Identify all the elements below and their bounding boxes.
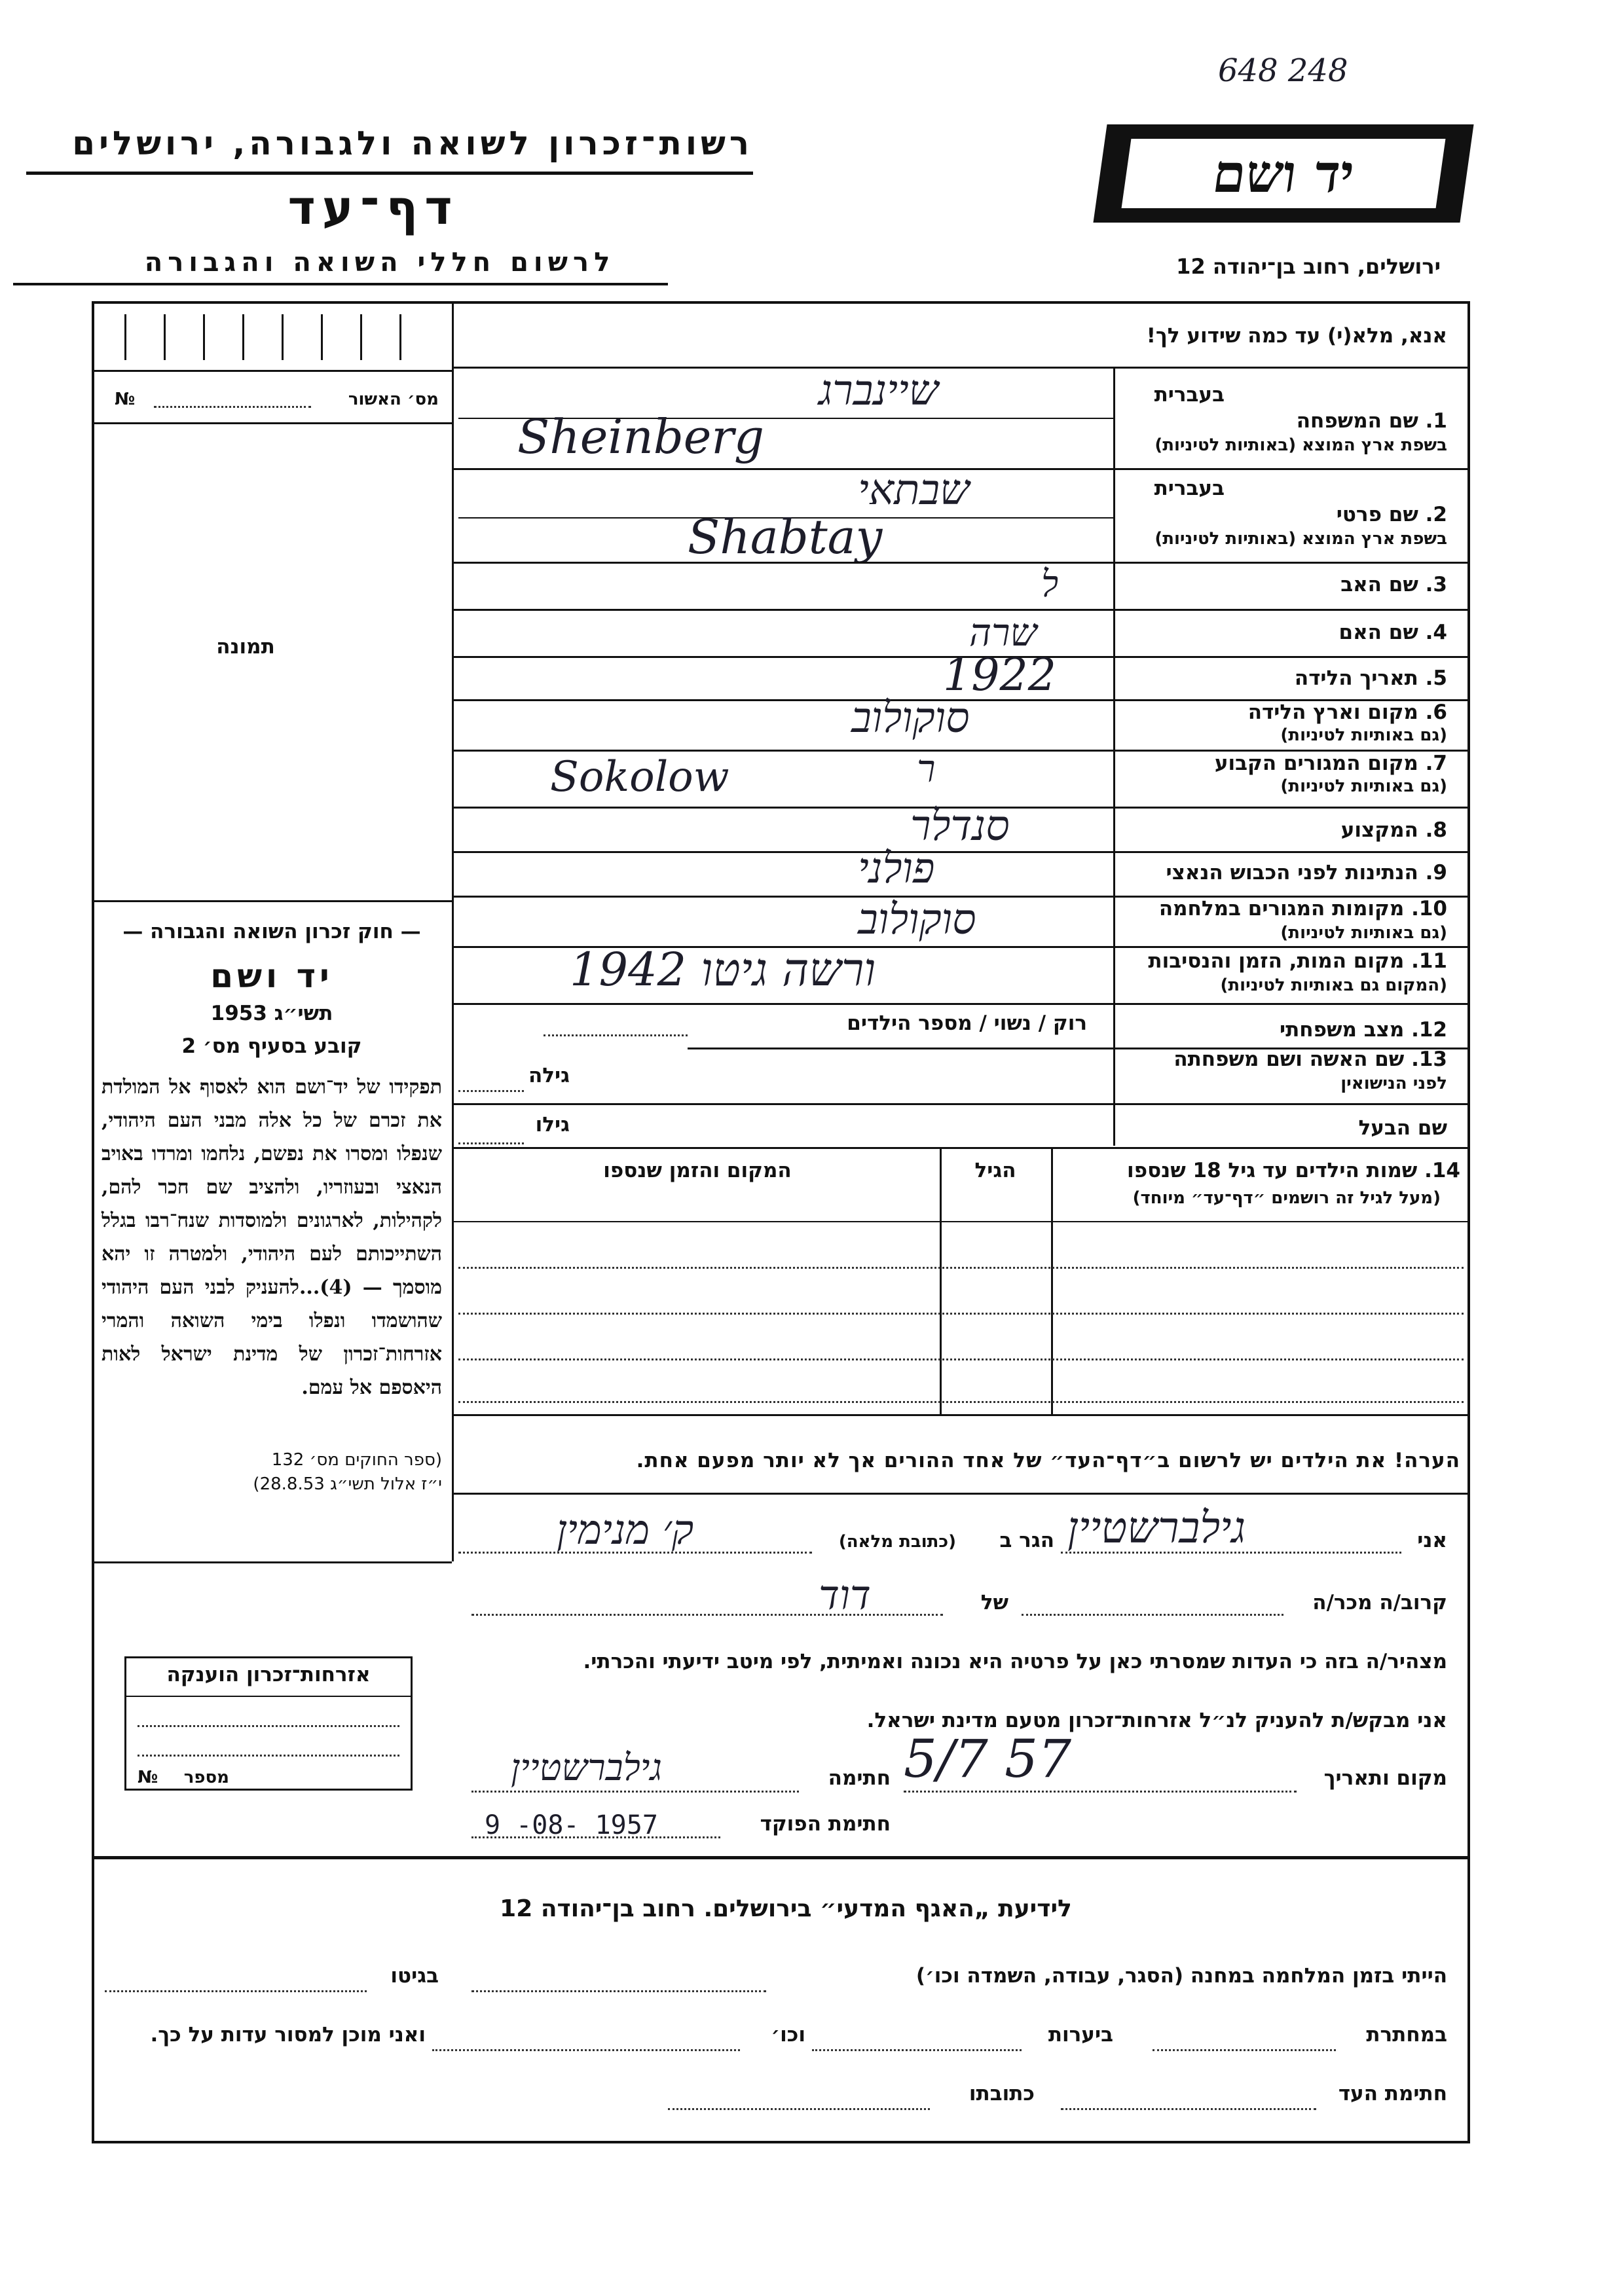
field-4-value[interactable]: שרה (969, 610, 1037, 655)
field-4-label: 4. שם האם (1338, 621, 1447, 644)
tally-marks (105, 314, 445, 367)
declare-text: מצהיר/ה בזה כי העדות שמסרתי כאן על פרטיה היא נכונה ואמיתית, לפי מיטב ידיעתי והכרתי. (583, 1650, 1447, 1673)
law-reference-2: י״ז אלול תשי״ג 28.8.53) (253, 1474, 442, 1494)
field-10-sub: (גם באותיות לטיניות) (1280, 923, 1447, 943)
field-8-value[interactable]: סנדלר (910, 802, 1010, 850)
bottom-title: לידיעת „האגף המדעי״ בירושלים. רחוב בן־יהודה 12 (500, 1895, 1072, 1922)
hebrew-label-2: בעברית (1154, 477, 1225, 500)
forests-label: ביערות (1048, 2023, 1113, 2047)
citizenship-title: אזרחות־זכרון הוענקה (166, 1663, 371, 1686)
address-hint: (כתובת מלאה) (838, 1532, 956, 1552)
field-1-label: 1. שם המשפחה (1296, 409, 1447, 433)
field-12-options[interactable]: רוק / נשוי / מספר הילדים (847, 1011, 1087, 1035)
citizenship-no-sign: № (138, 1768, 158, 1787)
signature-label: חתימה (828, 1766, 891, 1790)
date-value[interactable]: 5/7 57 (904, 1728, 1071, 1789)
husband-label: שם הבעל (1358, 1116, 1447, 1140)
children-note: הערה! את הילדים יש לרשום ב״דף־העד״ של אחד ההורים אך לא יותר מפעם אחת. (636, 1449, 1460, 1472)
ghetto-label: בגיטו (390, 1964, 439, 1988)
field-6-label: 6. מקום וארץ הלידה (1247, 701, 1447, 724)
children-col-1 (1051, 1147, 1053, 1414)
law-title: — חוק זכרון השואה והגבורה — (122, 920, 421, 943)
field-11-value[interactable]: ורשה גיטו 1942 (570, 943, 876, 996)
relation-value[interactable]: דוד (819, 1571, 871, 1619)
citizenship-number-label: מספר (183, 1768, 229, 1787)
label-column-divider (1113, 367, 1115, 1146)
field-5-label: 5. תאריך הלידה (1294, 666, 1447, 690)
tally-divider (92, 370, 452, 372)
children-place-header: המקום והזמן שנספו (603, 1159, 792, 1182)
archive-number: 648 248 (1218, 52, 1348, 89)
declarant-i-label: אני (1417, 1529, 1447, 1552)
field-9-value[interactable]: פולני (858, 845, 935, 893)
etc-label: וכו׳ (771, 2023, 805, 2047)
field-3-value[interactable]: ל (1041, 563, 1059, 606)
field-3-label: 3. שם האב (1340, 573, 1447, 596)
field-2-hebrew-value[interactable]: שבתאי (858, 466, 970, 515)
form-subtitle: לרשום חללי השואה והגבורה (144, 247, 616, 278)
photo-label: תמונה (216, 635, 275, 659)
wife-age-label: גילה (528, 1064, 570, 1087)
field-10-label: 10. מקומות המגורים במלחמה (1158, 897, 1447, 920)
approval-label: מס׳ האשור (348, 390, 439, 409)
signature-value[interactable]: גילברשטיין (511, 1747, 662, 1789)
field-5-value[interactable]: 1922 (943, 649, 1057, 701)
field-11-label: 11. מקום המות, הזמן והנסיבות (1148, 949, 1447, 973)
field-1-latin-value[interactable]: Sheinberg (517, 409, 764, 464)
field-13-label: 13. שם האשה ושם משפחתה (1173, 1048, 1447, 1071)
children-age-header: הגיל (974, 1159, 1016, 1182)
relation-label: קרוב/ה מכר/ה (1312, 1591, 1447, 1614)
officer-signature-label: חתימת הפוקד (760, 1812, 891, 1836)
field-2-sub: בשפת ארץ המוצא (באותיות לטיניות) (1154, 529, 1447, 549)
law-section: קובע בסעיף מס׳ 2 (181, 1034, 362, 1058)
children-row[interactable] (458, 1401, 1464, 1403)
field-7-sub: (גם באותיות לטיניות) (1280, 776, 1447, 796)
field-6-sub: (גם באותיות לטיניות) (1280, 725, 1447, 745)
officer-stamp: 9 -08- 1957 (485, 1810, 658, 1840)
organization-line: רשות־זכרון לשואה ולגבורה, ירושלים (72, 124, 753, 162)
field-2-label: 2. שם פרטי (1336, 503, 1447, 526)
children-row[interactable] (458, 1313, 1464, 1315)
field-1-sub: בשפת ארץ המוצא (באותיות לטיניות) (1154, 435, 1447, 455)
address-header: ירושלים, רחוב בן־יהודה 12 (1176, 254, 1441, 279)
children-row[interactable] (458, 1267, 1464, 1269)
field-6-value[interactable]: סוקולוב (851, 694, 970, 742)
left-column-divider (452, 301, 454, 1561)
field-7-latin-value[interactable]: Sokolow (550, 753, 729, 801)
top-instruction-divider (452, 367, 1470, 369)
form-title: דף־עד (287, 180, 459, 235)
law-name: יד ושם (210, 957, 333, 995)
law-reference-1: (ספר החוקים מס׳ 132 (271, 1450, 442, 1470)
hebrew-label-1: בעברית (1154, 383, 1225, 407)
children-label: 14. שמות הילדים עד גיל 18 שנספו (1127, 1159, 1460, 1182)
ready-to-testify-label: ואני מוכן למסור עדות על כך. (150, 2023, 426, 2047)
logo-text: יד ושם (1122, 139, 1446, 208)
top-instruction: אנא, מלא(י) עד כמה שידוע לך! (1146, 324, 1447, 348)
request-text: אני מבקש/ת להעניק לנ״ל אזרחות־זכרון מטעם מדינת ישראל. (866, 1709, 1447, 1732)
approval-divider (92, 422, 452, 424)
husband-age-label: גילו (535, 1113, 570, 1137)
law-text: תפקידו של יד־ושם הוא לאסוף אל המולדת את זכרם של כל אלה מבני העם היהודי, שנפלו ומסרו את נפשם, נלחמו ומרדו באויב הנאצי ובעוזריו, ולהציב שם חכר להם, לקהילות, לארגונים ולמוסדות שנח־רבו בגלל השתייכותם לעם היהודי, ולמטרה זו יהא מוסמך — (4)...להעניק לבני העם היהודי שהושמדו ונפלו בימי השואה והמרי אזרחות־זכרון של מדינת ישראל לאות היאספם אל עמם. (101, 1076, 442, 1399)
declarant-address-value[interactable]: ק׳ מנימין (557, 1506, 694, 1554)
children-sub: (מעל לגיל זה רושמים ״דף־עד״ מיוחד) (1132, 1188, 1441, 1208)
declarant-name-value[interactable]: גילברשטיין (1067, 1503, 1246, 1553)
field-7-hebrew-value[interactable]: ר (917, 746, 936, 791)
field-1-hebrew-value[interactable]: שיינברג (819, 367, 939, 415)
field-2-latin-value[interactable]: Shabtay (688, 509, 883, 564)
place-date-label: מקום ותאריך (1323, 1766, 1447, 1790)
witness-signature-label: חתימת העד (1338, 2082, 1447, 2105)
children-row[interactable] (458, 1358, 1464, 1360)
org-underline (26, 172, 753, 175)
field-7-label: 7. מקום המגורים הקבוע (1214, 752, 1447, 775)
approval-no-sign: № (115, 390, 136, 409)
subtitle-underline (13, 283, 668, 285)
field-8-label: 8. המקצוע (1340, 818, 1447, 842)
witness-address-label: כתובתו (969, 2082, 1035, 2105)
yad-vashem-logo (1093, 124, 1473, 223)
underground-label: במחתרת (1366, 2023, 1447, 2047)
field-9-label: 9. הנתינות לפני הכבוש הנאצי (1166, 861, 1447, 884)
field-11-sub: (המקום גם באותיות לטיניות) (1220, 975, 1447, 995)
camp-line: הייתי בזמן המלחמה במחנה (הסגר, עבודה, השמדה וכו׳) (915, 1964, 1447, 1988)
children-col-2 (940, 1147, 942, 1414)
law-year: תשי״ג 1953 (210, 1002, 333, 1025)
of-label: של (980, 1591, 1008, 1614)
field-13-sub: לפני הנישואין (1340, 1074, 1447, 1093)
field-10-value[interactable]: סוקולוב (858, 896, 976, 944)
resides-label: הגר ב (999, 1529, 1054, 1552)
field-12-label: 12. מצב משפחתי (1279, 1018, 1447, 1042)
approval-field[interactable] (154, 406, 311, 408)
bottom-section-divider (92, 1856, 1470, 1859)
photo-divider (92, 900, 452, 902)
